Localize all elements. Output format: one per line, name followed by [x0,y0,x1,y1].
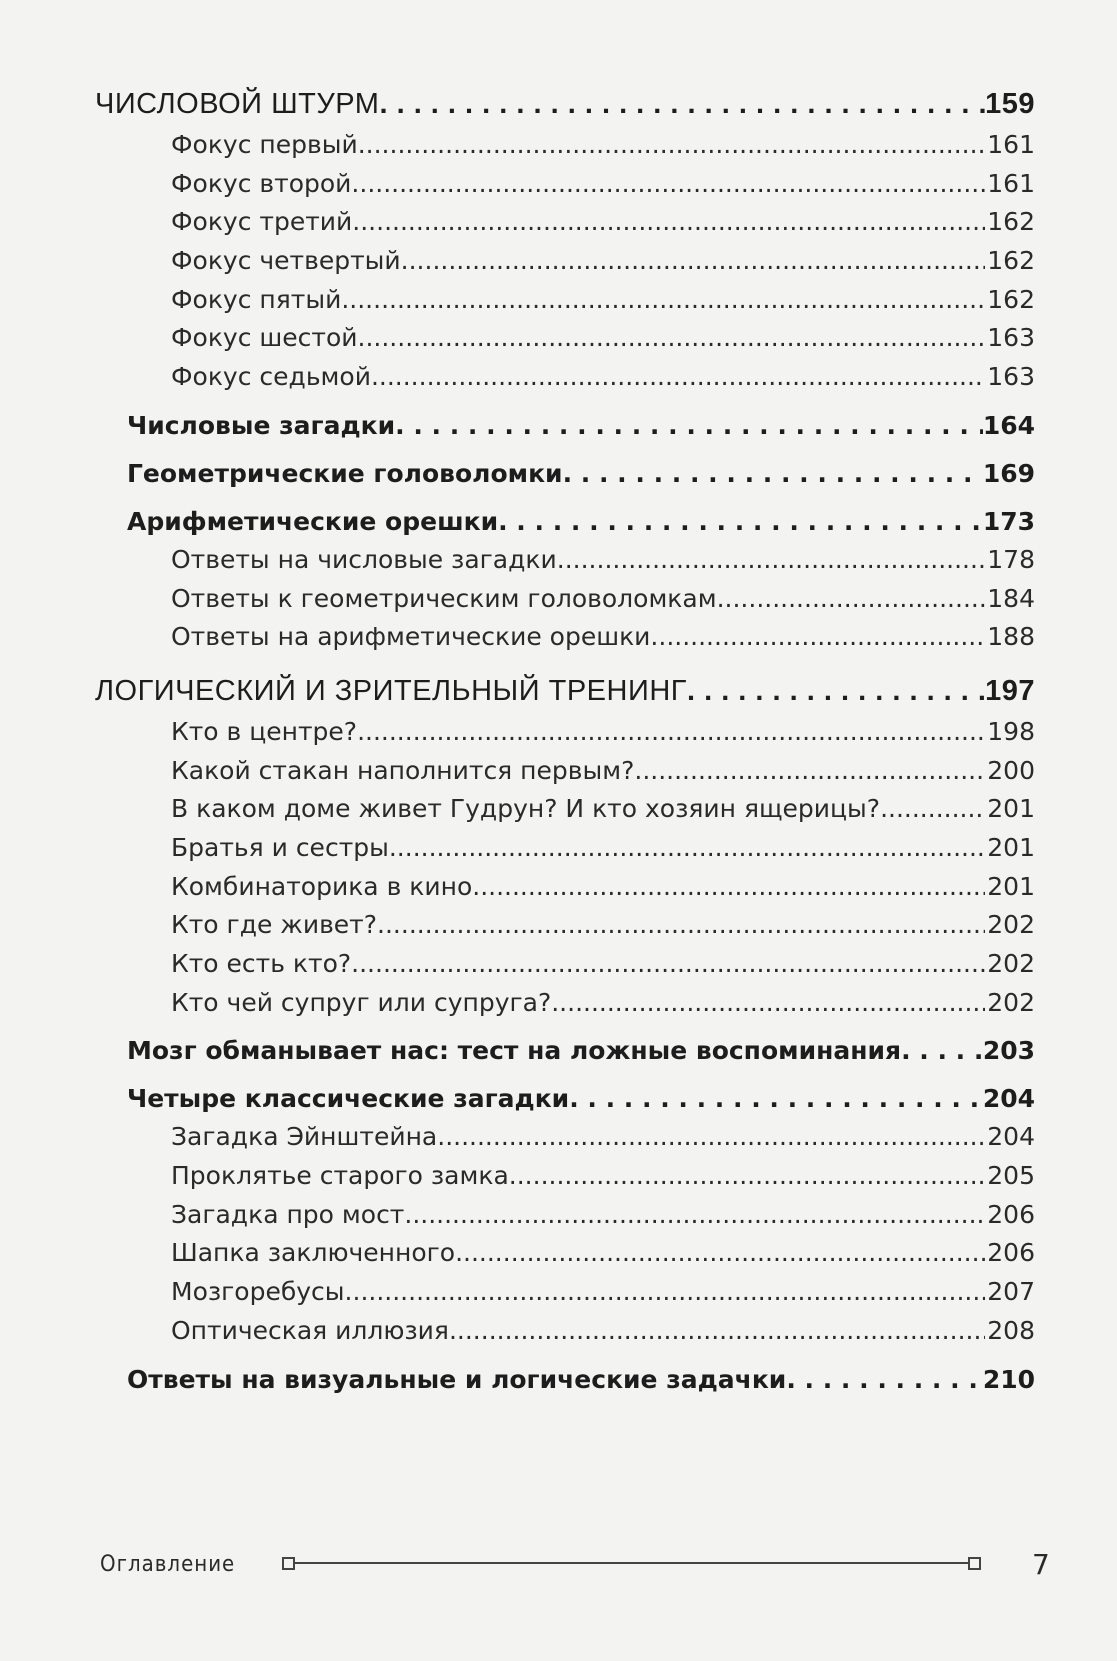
dot-leader [351,169,985,198]
dot-leader [786,1365,982,1394]
toc-entry-page: 201 [987,871,1035,901]
toc-entry-page: 159 [985,88,1035,120]
toc-entry-title: Кто есть кто? [171,949,352,978]
toc-entry-page: 206 [987,1238,1035,1268]
toc-entry-page: 188 [987,622,1035,652]
toc-item [95,833,1035,872]
toc-item [95,1200,1035,1239]
toc-item [95,872,1035,911]
dot-leader [498,507,983,536]
dot-leader [358,130,986,159]
toc-entry-title: Ответы на арифметические орешки [171,622,651,652]
dot-leader [687,675,985,708]
toc-entry-page: 203 [982,1036,1035,1066]
footer-rule-right-square-icon [968,1557,981,1570]
toc-item [95,584,1035,623]
toc-entry-page: 161 [987,130,1035,159]
toc-section [95,459,1035,497]
toc-item [95,1161,1035,1200]
toc-entry-title: Фокус второй [171,168,352,198]
dot-leader [569,1084,983,1113]
toc-entry-title: Мозгоребусы [171,1277,345,1307]
toc-entry-title: Комбинаторика в кино [171,871,473,901]
toc-entry-title: Числовые загадки [127,410,396,440]
toc-entry-title: Шапка заключенного [171,1238,456,1268]
dot-leader [341,285,985,314]
toc-item [95,545,1035,584]
toc-entry-title: Кто в центре? [171,716,358,746]
dot-leader [472,872,985,901]
dot-leader [551,988,985,1017]
toc-entry-page: 164 [982,410,1035,440]
toc-item [95,949,1035,988]
toc-item [95,1122,1035,1161]
toc-entry-page: 198 [987,716,1035,746]
toc-entry-title: Загадка про мост [171,1199,405,1229]
toc-entry-page: 204 [982,1084,1035,1114]
toc-item [95,756,1035,795]
footer-rule [288,1562,980,1564]
toc-entry-page: 202 [987,910,1035,940]
toc-section [95,507,1035,545]
toc-entry-title: Мозг обманывает нас: тест на ложные воспоминания [127,1036,902,1066]
toc-entry-page: 163 [987,323,1035,353]
toc-entry-page: 200 [987,755,1035,785]
toc-entry-page: 201 [987,832,1035,862]
page-number: 7 [1032,1548,1050,1581]
toc-entry-title: Геометрические головоломки [127,458,563,488]
toc-entry-title: Ответы на числовые загадки [171,544,557,574]
toc-entry-title: В каком доме живет Гудрун? И кто хозяин ящерицы? [171,794,881,824]
toc-item [95,1277,1035,1316]
toc-entry-page: 184 [987,583,1035,613]
toc-entry-page: 204 [987,1122,1035,1152]
toc-entry-page: 202 [987,987,1035,1017]
toc-item [95,246,1035,285]
dot-leader [395,411,983,440]
toc-entry-page: 205 [987,1161,1035,1191]
toc-entry-title: ЧИСЛОВОЙ ШТУРМ [95,88,380,120]
dot-leader [437,1122,985,1151]
toc-entry-title: Ответы на визуальные и логические задачки [127,1364,787,1394]
dot-leader [371,362,985,391]
toc-entry-title: ЛОГИЧЕСКИЙ И ЗРИТЕЛЬНЫЙ ТРЕНИНГ [95,674,687,707]
dot-leader [404,1200,985,1229]
toc-entry-page: 208 [987,1315,1035,1345]
toc-entry-title: Арифметические орешки [127,506,499,536]
toc-entry-title: Кто чей супруг или супруга? [171,987,552,1017]
toc-entry-page: 162 [987,246,1035,276]
toc-item [95,622,1035,661]
dot-leader [345,1277,986,1306]
toc-item [95,1316,1035,1355]
toc-entry-title: Фокус третий [171,207,353,237]
toc-entry-title: Фокус седьмой [171,362,371,392]
page-footer [100,1548,1048,1588]
toc-item [95,207,1035,246]
toc-item [95,130,1035,169]
dot-leader [717,584,986,613]
toc-section [95,1365,1035,1403]
table-of-contents [95,88,1035,1403]
toc-item [95,362,1035,401]
dot-leader [389,833,985,862]
toc-item [95,794,1035,833]
toc-item [95,910,1035,949]
footer-rule-left-square-icon [282,1557,295,1570]
dot-leader [351,949,985,978]
toc-entry-title: Проклятье старого замка [171,1161,509,1191]
toc-entry-title: Четыре классические загадки [127,1084,570,1114]
dot-leader [401,246,986,275]
toc-item [95,285,1035,324]
toc-chapter [95,88,1035,130]
toc-entry-page: 173 [982,506,1035,536]
toc-entry-page: 162 [987,207,1035,237]
toc-section [95,1084,1035,1122]
toc-entry-title: Оптическая иллюзия [171,1315,449,1345]
toc-item [95,717,1035,756]
toc-entry-title: Братья и сестры [171,832,389,862]
toc-section [95,1036,1035,1074]
dot-leader [901,1036,983,1065]
toc-section [95,411,1035,449]
toc-entry-page: 178 [987,544,1035,574]
toc-entry-page: 163 [987,362,1035,392]
toc-entry-title: Фокус четвертый [171,246,401,276]
footer-label: Оглавление [100,1552,236,1577]
toc-entry-title: Какой стакан наполнится первым? [171,755,635,785]
toc-item [95,1238,1035,1277]
toc-entry-page: 197 [985,674,1035,707]
dot-leader [377,910,985,939]
toc-entry-page: 210 [982,1364,1035,1394]
toc-entry-page: 169 [982,458,1035,488]
toc-entry-title: Ответы к геометрическим головоломкам [171,583,717,613]
toc-entry-title: Загадка Эйнштейна [171,1122,438,1152]
toc-entry-title: Фокус шестой [171,323,358,353]
dot-leader [358,323,986,352]
dot-leader [455,1238,985,1267]
toc-entry-page: 206 [987,1199,1035,1229]
toc-entry-page: 202 [987,949,1035,978]
dot-leader [379,88,985,121]
toc-item [95,988,1035,1027]
toc-entry-page: 201 [987,794,1035,824]
toc-item [95,169,1035,208]
dot-leader [634,756,985,785]
toc-item [95,323,1035,362]
dot-leader [563,459,983,488]
toc-entry-page: 207 [987,1277,1035,1307]
dot-leader [650,622,985,651]
dot-leader [357,717,985,746]
dot-leader [557,545,986,574]
toc-chapter [95,675,1035,717]
toc-entry-page: 161 [987,168,1035,198]
toc-entry-page: 162 [987,284,1035,314]
dot-leader [352,207,985,236]
toc-entry-title: Фокус пятый [171,284,342,314]
toc-entry-title: Кто где живет? [171,910,378,940]
dot-leader [509,1161,986,1190]
dot-leader [449,1316,985,1345]
toc-entry-title: Фокус первый [171,130,358,159]
dot-leader [880,794,985,823]
